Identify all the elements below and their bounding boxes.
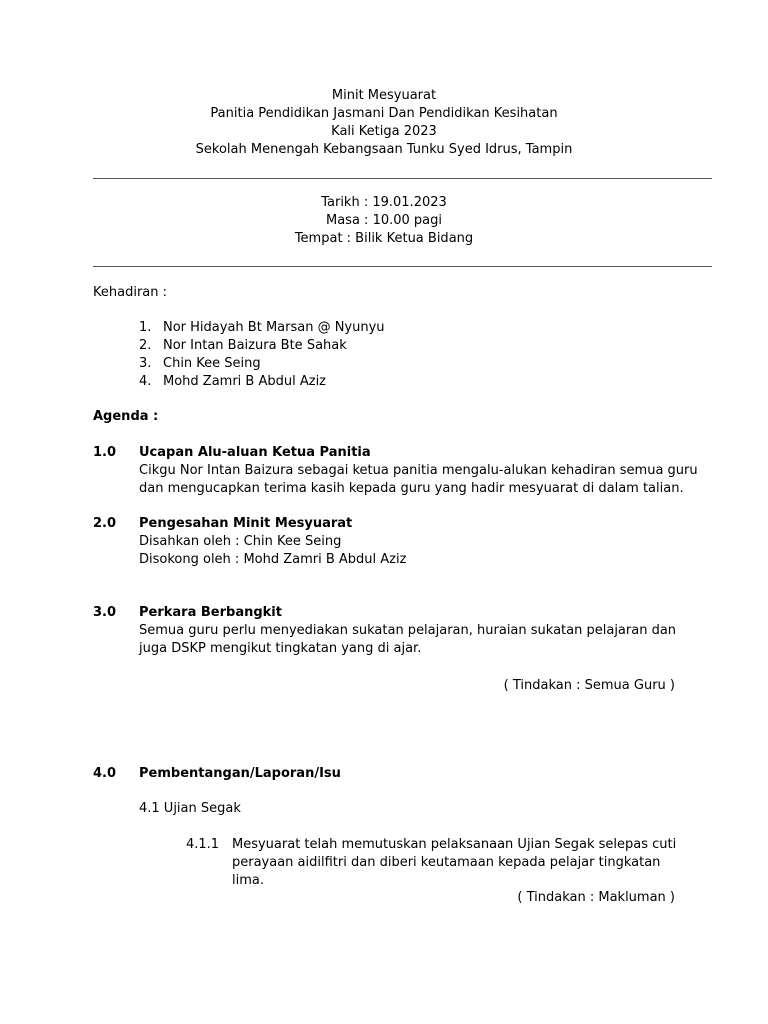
section-title: Perkara Berbangkit [139,605,282,620]
section-title: Ucapan Alu-aluan Ketua Panitia [139,445,371,460]
attendee-name: Mohd Zamri B Abdul Aziz [163,374,327,389]
agenda-label: Agenda : [93,409,159,424]
attendee-number: 3. [139,356,152,371]
section-text: Disokong oleh : Mohd Zamri B Abdul Aziz [139,552,407,567]
section-title: Pembentangan/Laporan/Isu [139,766,341,781]
section-text: Cikgu Nor Intan Baizura sebagai ketua panitia mengalu-alukan kehadiran semua guru [139,463,698,478]
section-title: Pengesahan Minit Mesyuarat [139,516,353,531]
meeting-date: Tarikh : 19.01.2023 [321,195,447,210]
attendee-name: Nor Hidayah Bt Marsan @ Nyunyu [163,320,385,335]
item-text: Mesyuarat telah memutuskan pelaksanaan Ujian Segak selepas cuti [232,837,677,852]
attendee-name: Nor Intan Baizura Bte Sahak [163,338,347,353]
attendee-number: 1. [139,320,152,335]
section-text: juga DSKP mengikut tingkatan yang di ajar. [139,641,422,656]
item-text: perayaan aidilfitri dan diberi keutamaan kepada pelajar tingkatan [232,855,661,870]
meeting-time: Masa : 10.00 pagi [326,213,442,228]
section-text: Disahkan oleh : Chin Kee Seing [139,534,342,549]
item-text: lima. [232,873,264,888]
attendee-number: 4. [139,374,152,389]
doc-subtitle-session: Kali Ketiga 2023 [331,124,437,139]
action-note: ( Tindakan : Makluman ) [517,890,675,905]
doc-title: Minit Mesyuarat [331,88,437,103]
divider-top [93,178,712,179]
section-number: 4.0 [93,766,117,781]
section-number: 2.0 [93,516,117,531]
attendee-number: 2. [139,338,152,353]
doc-subtitle-school: Sekolah Menengah Kebangsaan Tunku Syed Idrus, Tampin [195,142,573,157]
divider-bottom [93,266,712,267]
doc-subtitle-committee: Panitia Pendidikan Jasmani Dan Pendidikan Kesihatan [210,106,558,121]
item-number: 4.1.1 [186,837,220,852]
attendance-label: Kehadiran : [93,285,168,300]
section-text: Semua guru perlu menyediakan sukatan pelajaran, huraian sukatan pelajaran dan [139,623,677,638]
section-number: 3.0 [93,605,117,620]
meeting-place: Tempat : Bilik Ketua Bidang [294,231,474,246]
attendee-name: Chin Kee Seing [163,356,261,371]
action-note: ( Tindakan : Semua Guru ) [503,678,675,693]
section-number: 1.0 [93,445,117,460]
subsection-title: 4.1 Ujian Segak [139,801,241,816]
section-text: dan mengucapkan terima kasih kepada guru yang hadir mesyuarat di dalam talian. [139,481,684,496]
